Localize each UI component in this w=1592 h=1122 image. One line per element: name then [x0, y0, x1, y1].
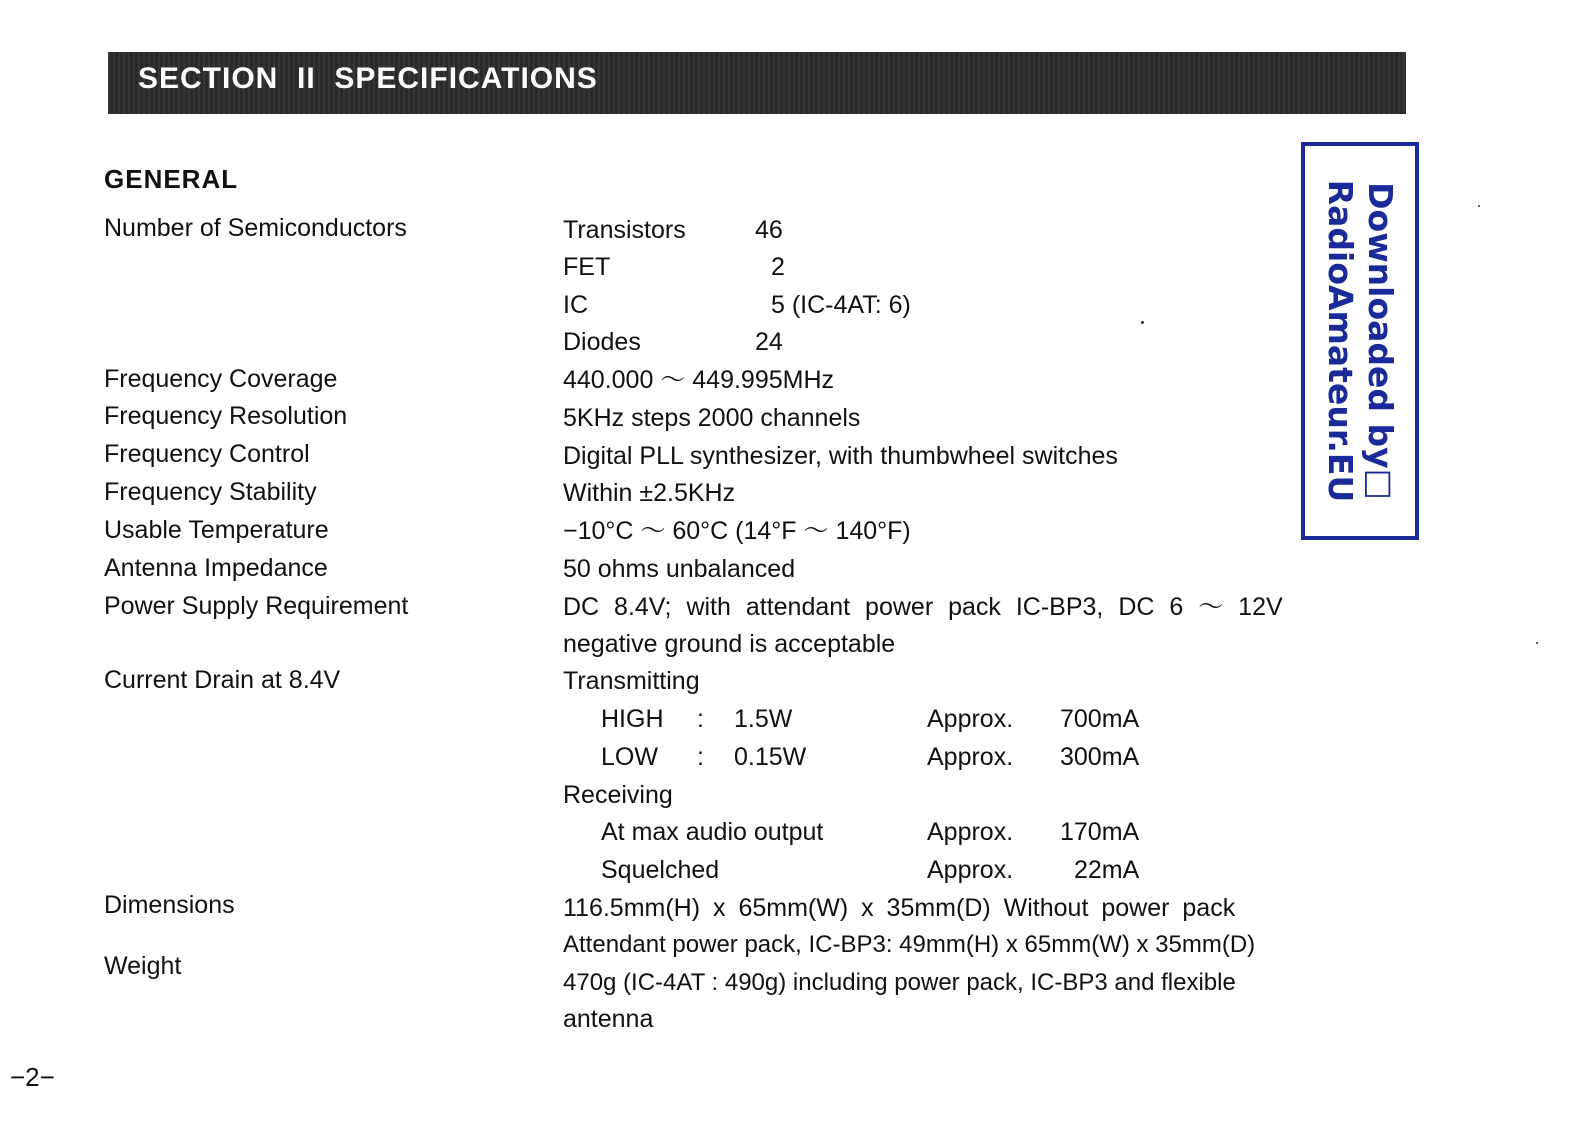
semiconductor-count: 46 — [755, 216, 783, 244]
watermark-line2: RadioAmateur.EU — [1321, 179, 1360, 503]
value-frequency-stability: Within ±2.5KHz — [563, 479, 736, 507]
semiconductor-count: 2 — [771, 253, 785, 281]
semiconductor-count: 5 (IC-4AT: 6) — [771, 291, 911, 319]
general-heading: GENERAL — [104, 164, 239, 194]
rx-approx: Approx. — [927, 818, 1014, 846]
label-frequency-stability: Frequency Stability — [104, 478, 317, 506]
section-title: SECTION II SPECIFICATIONS — [138, 62, 598, 95]
scan-speck — [1536, 642, 1538, 644]
label-usable-temperature: Usable Temperature — [104, 516, 329, 544]
value-frequency-coverage: 440.000 ～ 449.995MHz — [563, 366, 835, 394]
label-frequency-control: Frequency Control — [104, 440, 310, 468]
scan-speck — [1478, 205, 1480, 207]
tx-current: 700mA — [1060, 705, 1140, 733]
rx-current: 22mA — [1074, 856, 1140, 884]
tx-mode: LOW — [601, 743, 658, 771]
label-frequency-resolution: Frequency Resolution — [104, 402, 348, 430]
tx-mode: HIGH — [601, 705, 664, 733]
value-weight-line1: 470g (IC-4AT : 490g) including power pack, IC-BP3 and flexible — [563, 969, 1236, 996]
semiconductor-name: IC — [563, 291, 588, 319]
value-power-supply-line1: DC 8.4V; with attendant power pack IC-BP3, DC 6 ～ 12V — [563, 593, 1283, 621]
value-dimensions-line2: Attendant power pack, IC-BP3: 49mm(H) x 65mm(W) x 35mm(D) — [563, 931, 1256, 958]
semiconductor-name: Diodes — [563, 328, 641, 356]
label-semiconductors: Number of Semiconductors — [104, 214, 407, 242]
tx-power: 1.5W — [734, 705, 793, 733]
value-antenna-impedance: 50 ohms unbalanced — [563, 555, 796, 583]
label-current-drain: Current Drain at 8.4V — [104, 666, 341, 694]
label-weight: Weight — [104, 952, 182, 980]
receiving-label: Receiving — [563, 781, 673, 809]
label-antenna-impedance: Antenna Impedance — [104, 554, 328, 582]
semiconductor-count: 24 — [755, 328, 783, 356]
value-power-supply-line2: negative ground is acceptable — [563, 630, 896, 658]
rx-condition: Squelched — [601, 856, 720, 884]
tx-approx: Approx. — [927, 705, 1014, 733]
page-number: −2− — [10, 1062, 55, 1092]
watermark-line1: Downloaded by□ — [1361, 182, 1400, 500]
value-frequency-resolution: 5KHz steps 2000 channels — [563, 404, 861, 432]
transmitting-label: Transmitting — [563, 667, 700, 695]
value-frequency-control: Digital PLL synthesizer, with thumbwheel switches — [563, 442, 1118, 470]
rx-current: 170mA — [1060, 818, 1140, 846]
section-header-bar — [108, 52, 1406, 114]
semiconductor-name: FET — [563, 253, 611, 281]
tx-current: 300mA — [1060, 743, 1140, 771]
label-frequency-coverage: Frequency Coverage — [104, 365, 338, 393]
value-weight-line2: antenna — [563, 1005, 654, 1033]
rx-approx: Approx. — [927, 856, 1014, 884]
semiconductor-name: Transistors — [563, 216, 686, 244]
tx-sep: : — [697, 743, 704, 771]
watermark-stamp — [1301, 142, 1419, 540]
tx-sep: : — [697, 705, 704, 733]
label-dimensions: Dimensions — [104, 891, 235, 919]
value-dimensions-line1: 116.5mm(H) x 65mm(W) x 35mm(D) Without power pack — [563, 894, 1236, 922]
rx-condition: At max audio output — [601, 818, 824, 846]
tx-approx: Approx. — [927, 743, 1014, 771]
scan-speck — [1141, 321, 1144, 324]
value-usable-temperature: −10°C ～ 60°C (14°F ～ 140°F) — [563, 517, 911, 545]
label-power-supply: Power Supply Requirement — [104, 592, 409, 620]
tx-power: 0.15W — [734, 743, 807, 771]
